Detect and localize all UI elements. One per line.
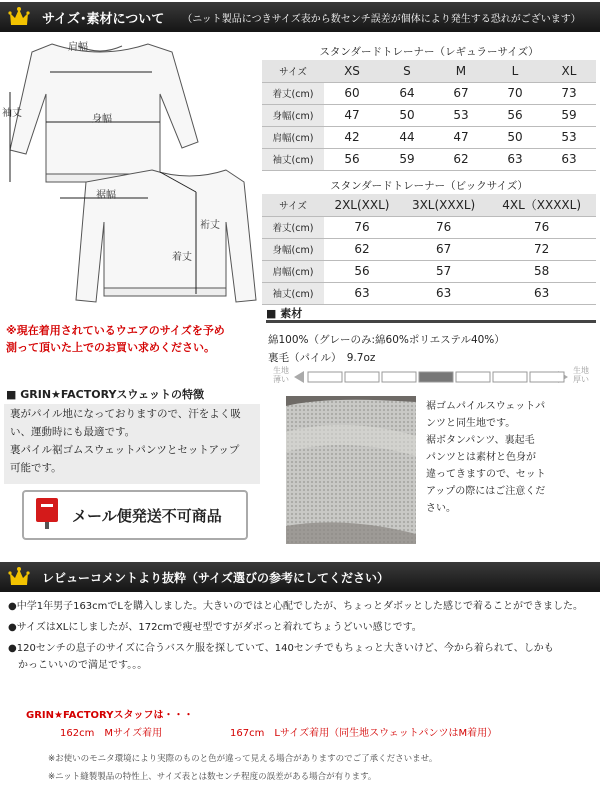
table-cell: 56 <box>488 104 542 126</box>
table-cell: 63 <box>487 282 596 304</box>
staff-info-a: 162cm Mサイズ着用 <box>60 728 163 739</box>
feature-line: 裏がパイル地になっておりますので、汗をよく吸 <box>10 408 241 420</box>
table-cell: 63 <box>324 282 400 304</box>
table-cell: 50 <box>488 126 542 148</box>
sweatshirt-diagram <box>0 32 258 310</box>
label-katahaba: 肩幅 <box>68 42 88 53</box>
crown-icon <box>0 562 34 592</box>
table-cell: 63 <box>488 148 542 170</box>
staff-title: GRIN★FACTORYスタッフは・・・ <box>26 710 194 721</box>
table-cell: 67 <box>434 82 488 104</box>
regular-size-table <box>262 60 596 171</box>
row-label: 肩幅(cm) <box>262 126 324 148</box>
thickness-cell-active <box>419 372 453 382</box>
review-header <box>0 562 600 592</box>
fabric-note-line: 違ってきますので、セット <box>426 469 546 480</box>
header-cell: L <box>488 60 542 82</box>
table-cell: 50 <box>380 104 434 126</box>
feature-box <box>4 404 260 484</box>
staff-info-b: 167cm Lサイズ着用（同生地スウェットパンツはM着用） <box>230 728 498 739</box>
review-item: ●中学1年男子163cmでLを購入しました。大きいのではと心配でしたが、ちょっとダボッとした感じで着ることができました。 <box>8 601 583 612</box>
feature-title: ■ GRIN★FACTORYスウェットの特徴 <box>6 388 204 401</box>
thickness-bar <box>270 366 592 388</box>
mail-not-available-notice <box>22 490 248 540</box>
row-label: 肩幅(cm) <box>262 260 324 282</box>
thick-label: 生地厚い <box>573 366 589 384</box>
fabric-note-line: さい。 <box>426 503 456 514</box>
table-cell: 76 <box>400 216 487 238</box>
material-title: ■ 素材 <box>266 307 303 320</box>
section-note: （ニット製品につきサイズ表から数センチ誤差が個体により発生する恐れがございます） <box>182 13 581 25</box>
header-cell: 3XL(XXXL) <box>400 194 487 216</box>
material-composition: 綿100%（グレーのみ:綿60%ポリエステル40%） <box>268 334 505 346</box>
fabric-note-line: 裾ボタンパンツ、裏起毛 <box>426 435 535 446</box>
thickness-cell <box>530 372 564 382</box>
header-cell: 2XL(XXL) <box>324 194 400 216</box>
table-cell: 42 <box>324 126 380 148</box>
table-row <box>262 126 596 148</box>
label-kitake: 着丈 <box>172 252 192 263</box>
table-cell: 63 <box>400 282 487 304</box>
thickness-cell <box>493 372 527 382</box>
table-cell: 67 <box>400 238 487 260</box>
table-cell: 53 <box>542 126 596 148</box>
table-row <box>262 260 596 282</box>
table-cell: 60 <box>324 82 380 104</box>
table-cell: 59 <box>380 148 434 170</box>
table-cell: 56 <box>324 148 380 170</box>
sweatshirt-drawing <box>0 32 258 310</box>
big-table-title: スタンダードトレーナー（ビックサイズ） <box>330 180 528 192</box>
header-cell: XL <box>542 60 596 82</box>
footnote: ※お使いのモニタ環境により実際のものと色が違って見える場合がありますのでご了承くださいませ。 <box>48 754 438 764</box>
row-label: 身幅(cm) <box>262 104 324 126</box>
row-label: 身幅(cm) <box>262 238 324 260</box>
label-sodetake: 袖丈 <box>2 108 22 119</box>
fabric-note-line: パンツとは素材と色身が <box>426 452 536 463</box>
footnote: ※ニット縫製製品の特性上、サイズ表とは数センチ程度の誤差がある場合が有ります。 <box>48 772 377 782</box>
table-cell: 63 <box>542 148 596 170</box>
table-header-row <box>262 60 596 82</box>
table-cell: 57 <box>400 260 487 282</box>
size-warning <box>6 322 225 356</box>
feature-line: 可能です。 <box>10 462 62 474</box>
section-title: レビューコメントより抜粋（サイズ選びの参考にしてください） <box>42 570 390 585</box>
crown-icon <box>0 2 34 32</box>
row-label: 袖丈(cm) <box>262 148 324 170</box>
thin-label: 生地薄い <box>273 366 289 384</box>
row-label: 袖丈(cm) <box>262 282 324 304</box>
fabric-note-line: ンツと同生地です。 <box>426 418 516 429</box>
thickness-cell <box>382 372 416 382</box>
row-label: 着丈(cm) <box>262 216 324 238</box>
table-row <box>262 148 596 170</box>
review-item: ●サイズはXLにしましたが、172cmで痩せ型ですがダボっと着れてちょうどいい感じです。 <box>8 622 422 633</box>
table-cell: 64 <box>380 82 434 104</box>
big-size-table <box>262 194 596 305</box>
table-cell: 76 <box>487 216 596 238</box>
fabric-note-line: アップの際にはご注意くだ <box>426 486 546 497</box>
table-row <box>262 238 596 260</box>
review-item: かっこいいので満足です。。。 <box>8 660 148 671</box>
material-back: 裏毛（パイル） 9.7oz <box>268 352 376 364</box>
label-yukitake: 裄丈 <box>200 220 220 231</box>
regular-table-title: スタンダードトレーナー（レギュラーサイズ） <box>319 46 539 58</box>
table-cell: 47 <box>434 126 488 148</box>
header-cell: サイズ <box>262 60 324 82</box>
section-title: サイズ･素材について <box>42 11 165 27</box>
feature-line: い、運動時にも最適です。 <box>10 426 136 438</box>
label-mihaba: 身幅 <box>92 114 112 125</box>
table-cell: 56 <box>324 260 400 282</box>
table-cell: 44 <box>380 126 434 148</box>
table-cell: 62 <box>324 238 400 260</box>
table-row <box>262 82 596 104</box>
table-cell: 72 <box>487 238 596 260</box>
table-cell: 73 <box>542 82 596 104</box>
header-cell: サイズ <box>262 194 324 216</box>
thickness-cell <box>345 372 379 382</box>
header-cell: XS <box>324 60 380 82</box>
row-label: 着丈(cm) <box>262 82 324 104</box>
review-list <box>8 598 596 674</box>
table-header-row <box>262 194 596 216</box>
table-row <box>262 216 596 238</box>
fabric-note <box>426 398 596 517</box>
table-cell: 53 <box>434 104 488 126</box>
table-row <box>262 104 596 126</box>
fabric-thickness-scale <box>270 366 592 388</box>
table-cell: 58 <box>487 260 596 282</box>
table-cell: 70 <box>488 82 542 104</box>
warning-line: ※現在着用されているウエアのサイズを予め <box>6 324 225 337</box>
mail-notice-text: メール便発送不可商品 <box>72 506 222 525</box>
table-cell: 76 <box>324 216 400 238</box>
material-divider <box>266 320 596 323</box>
thickness-cell <box>308 372 342 382</box>
fabric-photo <box>286 396 416 544</box>
fabric-note-line: 裾ゴムパイルスウェットパ <box>426 401 546 412</box>
warning-line: 測って頂いた上でのお買い求めください。 <box>6 341 215 354</box>
mailbox-icon <box>34 496 60 534</box>
table-cell: 59 <box>542 104 596 126</box>
table-cell: 62 <box>434 148 488 170</box>
table-row <box>262 282 596 304</box>
header-cell: M <box>434 60 488 82</box>
header-cell: S <box>380 60 434 82</box>
review-item: ●120センチの息子のサイズに合うバスケ服を探していて、140センチでもちょっと大きいけど、今から着られて、しかも <box>8 643 554 654</box>
header-cell: 4XL（XXXXL) <box>487 194 596 216</box>
size-material-header <box>0 2 600 32</box>
thickness-cell <box>456 372 490 382</box>
feature-line: 裏パイル裾ゴムスウェットパンツとセットアップ <box>10 444 240 456</box>
table-cell: 47 <box>324 104 380 126</box>
label-susohaba: 裾幅 <box>96 190 116 201</box>
